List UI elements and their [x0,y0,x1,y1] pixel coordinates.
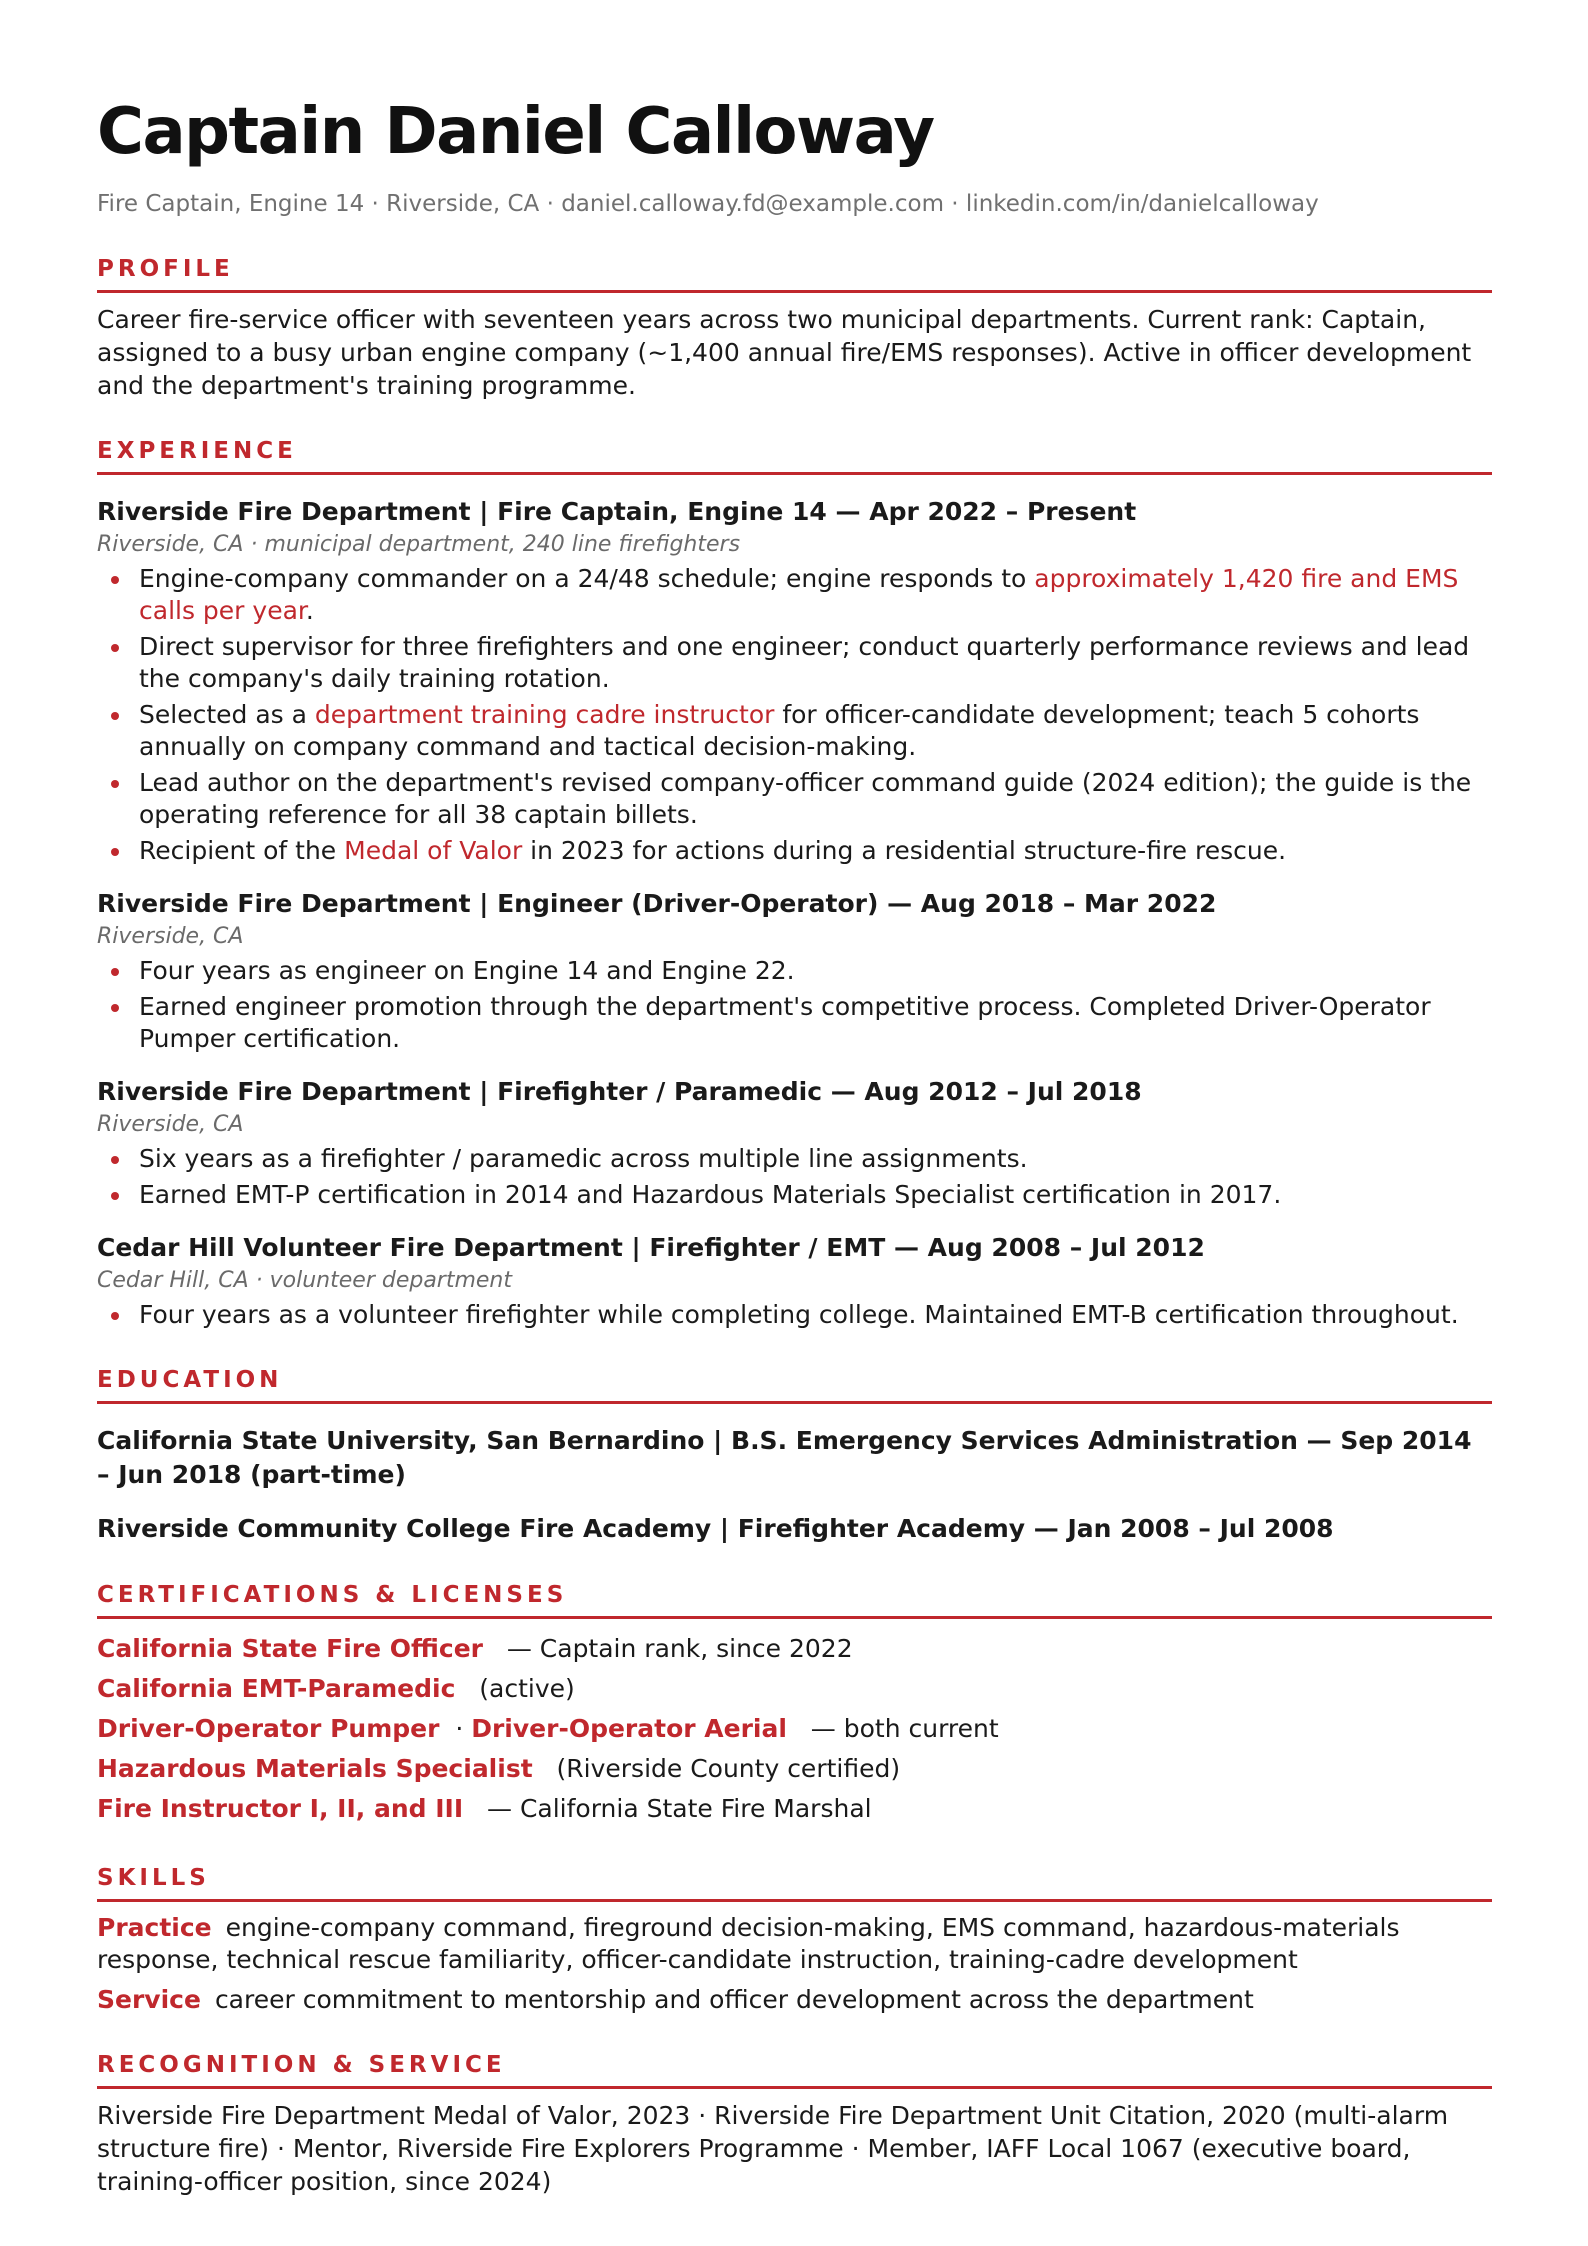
bullet-text: Recipient of the [139,836,345,865]
job-bullet [97,767,1492,831]
section-title-recognition: RECOGNITION & SERVICE [97,2050,1492,2089]
job-location: Cedar Hill, CA · volunteer department [97,1268,513,1293]
certification-list [97,1629,1492,1829]
bullet-text: for officer-candidate development; teach 5 cohorts annually on company command and tactical decision-making. [139,700,1420,761]
bullet-text: Earned engineer promotion through the department's competitive process. Completed Driver-Operator Pumper certification. [139,992,1431,1053]
certification-name: Hazardous Materials Specialist [97,1754,533,1783]
skill-text: career commitment to mentorship and officer development across the department [214,1985,1254,2014]
job-title: Cedar Hill Volunteer Fire Department | Firefighter / EMT — Aug 2008 – Jul 2012 [97,1233,1205,1262]
skill-label: Practice [97,1913,212,1942]
highlight-text: approximately 1,420 fire and EMS calls per year [139,564,1459,625]
highlight-text: department training cadre instructor [314,700,775,729]
job-bullet [97,699,1492,763]
recognition-section [97,2050,1492,2198]
job-bullet [97,1143,1492,1175]
job-bullets [97,1143,1492,1211]
section-title-profile: PROFILE [97,254,1492,293]
profile-section [97,254,1492,402]
job-entry [97,495,1492,867]
skill-row [97,1912,1492,1976]
section-title-education: EDUCATION [97,1365,1492,1404]
certification-row [97,1789,1492,1829]
contact-line: Fire Captain, Engine 14 · Riverside, CA · daniel.calloway.fd@example.com · linkedin.com/in/danielcalloway [97,191,1319,217]
certification-note: (active) [479,1674,575,1703]
skill-text: engine-company command, fireground decision-making, EMS command, hazardous-materials response, technical rescue familiarity, officer-candidate instruction, training-cadre development [97,1913,1400,1974]
certification-name: California EMT-Paramedic [97,1674,456,1703]
certification-note: (Riverside County certified) [556,1754,901,1783]
job-list [97,495,1492,1331]
bullet-text: Lead author on the department's revised company-officer command guide (2024 edition); the guide is the operating reference for all 38 captain billets. [139,768,1472,829]
certification-name: California State Fire Officer [97,1634,483,1663]
certification-name: Fire Instructor I, II, and III [97,1794,464,1823]
skill-label: Service [97,1985,201,2014]
job-title: Riverside Fire Department | Engineer (Driver-Operator) — Aug 2018 – Mar 2022 [97,889,1217,918]
bullet-text: Earned EMT-P certification in 2014 and Hazardous Materials Specialist certification in 2017. [139,1180,1282,1209]
job-bullet [97,991,1492,1055]
job-bullets [97,1299,1492,1331]
bullet-text: Direct supervisor for three firefighters and one engineer; conduct quarterly performance reviews and lead the company's daily training rotation. [139,632,1470,693]
skill-row [97,1984,1492,2016]
profile-text: Career fire-service officer with seventeen years across two municipal departments. Current rank: Captain, assigned to a busy urban engine company (~1,400 annual fire/EMS responses). Active in officer development and the department's training programme. [97,305,1472,400]
job-title: Riverside Fire Department | Fire Captain, Engine 14 — Apr 2022 – Present [97,497,1137,526]
job-bullet [97,1299,1492,1331]
certification-note: — both current [810,1714,999,1743]
job-title: Riverside Fire Department | Firefighter / Paramedic — Aug 2012 – Jul 2018 [97,1077,1142,1106]
job-bullet [97,631,1492,695]
bullet-text: Four years as a volunteer firefighter while completing college. Maintained EMT-B certification throughout. [139,1300,1459,1329]
job-bullet [97,835,1492,867]
certification-row [97,1629,1492,1669]
bullet-text: Six years as a firefighter / paramedic across multiple line assignments. [139,1144,1028,1173]
job-location: Riverside, CA · municipal department, 240 line firefighters [97,532,741,557]
education-entry: Riverside Community College Fire Academy | Firefighter Academy — Jan 2008 – Jul 2008 [97,1514,1334,1543]
job-location: Riverside, CA [97,924,244,949]
certification-name: Driver-Operator Pumper [97,1714,440,1743]
certification-row [97,1709,1492,1749]
certification-name: Driver-Operator Aerial [471,1714,787,1743]
separator: · [439,1714,472,1743]
job-bullet [97,1179,1492,1211]
candidate-name: Captain Daniel Calloway [97,95,934,169]
skills-section [97,1863,1492,2016]
certifications-section [97,1580,1492,1829]
highlight-text: Medal of Valor [344,836,523,865]
education-entry: California State University, San Bernardino | B.S. Emergency Services Administration — Sep 2014 – Jun 2018 (part-time) [97,1426,1472,1489]
section-title-skills: SKILLS [97,1863,1492,1902]
experience-section [97,436,1492,1331]
job-entry [97,1231,1492,1331]
job-entry [97,887,1492,1055]
job-bullets [97,955,1492,1055]
certification-row [97,1669,1492,1709]
job-bullet [97,563,1492,627]
section-title-certifications: CERTIFICATIONS & LICENSES [97,1580,1492,1619]
certification-note: — Captain rank, since 2022 [506,1634,853,1663]
education-section [97,1365,1492,1546]
job-bullet [97,955,1492,987]
section-title-experience: EXPERIENCE [97,436,1492,475]
job-bullets [97,563,1492,867]
job-entry [97,1075,1492,1211]
bullet-text: Four years as engineer on Engine 14 and Engine 22. [139,956,795,985]
job-location: Riverside, CA [97,1112,244,1137]
bullet-text: Selected as a [139,700,315,729]
bullet-text: Engine-company commander on a 24/48 schedule; engine responds to [139,564,1035,593]
certification-note: — California State Fire Marshal [487,1794,872,1823]
bullet-text: . [305,596,314,625]
recognition-text: Riverside Fire Department Medal of Valor, 2023 · Riverside Fire Department Unit Citation, 2020 (multi-alarm structure fire) · Mentor, Riverside Fire Explorers Programme · Member, IAFF Local 1067 (executive board, training-officer position, since 2024) [97,2101,1449,2196]
bullet-text: in 2023 for actions during a residential structure-fire rescue. [522,836,1287,865]
certification-row [97,1749,1492,1789]
